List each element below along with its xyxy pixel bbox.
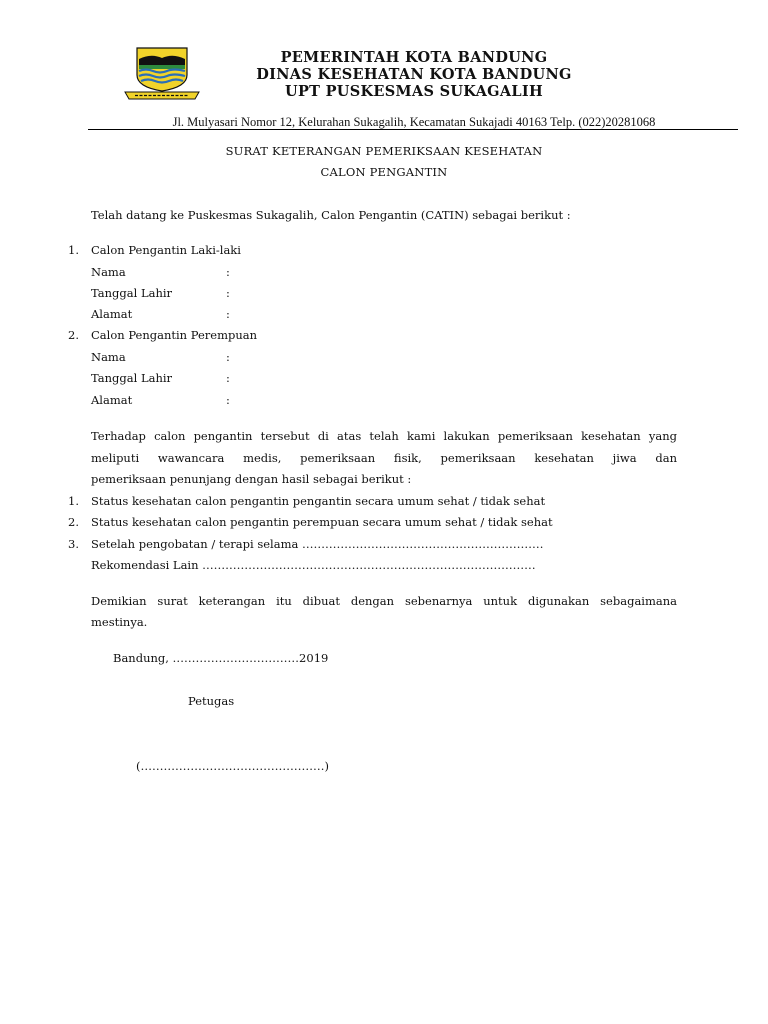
letterhead-line-3: UPT PUSKESMAS SUKAGALIH xyxy=(285,83,543,100)
letterhead-line-1: PEMERINTAH KOTA BANDUNG xyxy=(280,49,548,66)
field-label: Tanggal Lahir xyxy=(91,371,173,385)
section-number: 2. xyxy=(68,328,79,342)
place-date: Bandung, ……………………………2019 xyxy=(113,651,329,665)
closing-line: mestinya. xyxy=(91,615,148,629)
exam-paragraph-line: Terhadap calon pengantin tersebut di atas telah kami lakukan pemeriksaan kesehatan yang xyxy=(91,429,677,443)
result-item: Setelah pengobatan / terapi selama ……………………………………………………… xyxy=(91,537,544,551)
field-separator: : xyxy=(226,393,230,407)
field-separator: : xyxy=(226,307,230,321)
result-number: 2. xyxy=(68,515,79,529)
result-item: Status kesehatan calon pengantin perempuan secara umum sehat / tidak sehat xyxy=(91,515,553,529)
result-number: 1. xyxy=(68,494,79,508)
signature-name-blank: (…………………………………………) xyxy=(136,759,329,773)
section-heading-female: Calon Pengantin Perempuan xyxy=(91,328,258,342)
field-label: Alamat xyxy=(91,393,133,407)
letterhead-divider xyxy=(88,129,738,130)
letterhead-line-2: DINAS KESEHATAN KOTA BANDUNG xyxy=(256,66,572,83)
field-separator: : xyxy=(226,371,230,385)
field-label: Alamat xyxy=(91,307,133,321)
document-title: SURAT KETERANGAN PEMERIKSAAN KESEHATAN xyxy=(225,144,543,158)
field-label: Nama xyxy=(91,350,126,364)
section-heading-male: Calon Pengantin Laki-laki xyxy=(91,243,241,257)
letterhead-address: Jl. Mulyasari Nomor 12, Kelurahan Sukagalih, Kecamatan Sukajadi 40163 Telp. (022)20281068 xyxy=(172,115,656,129)
signatory-role: Petugas xyxy=(188,694,235,708)
intro-text: Telah datang ke Puskesmas Sukagalih, Calon Pengantin (CATIN) sebagai berikut : xyxy=(91,208,571,222)
section-number: 1. xyxy=(68,243,79,257)
document-subtitle: CALON PENGANTIN xyxy=(320,165,448,179)
field-separator: : xyxy=(226,286,230,300)
recommendation-line: Rekomendasi Lain …………………………………………………………………………… xyxy=(91,558,536,572)
field-label: Tanggal Lahir xyxy=(91,286,173,300)
exam-paragraph-line: meliputi wawancara medis, pemeriksaan fisik, pemeriksaan kesehatan jiwa dan xyxy=(91,451,677,465)
result-number: 3. xyxy=(68,537,79,551)
field-separator: : xyxy=(226,265,230,279)
result-item: Status kesehatan calon pengantin pengantin secara umum sehat / tidak sehat xyxy=(91,494,546,508)
exam-paragraph-line: pemeriksaan penunjang dengan hasil sebagai berikut : xyxy=(91,472,412,486)
field-label: Nama xyxy=(91,265,126,279)
closing-line: Demikian surat keterangan itu dibuat dengan sebenarnya untuk digunakan sebagaimana xyxy=(91,594,677,608)
field-separator: : xyxy=(226,350,230,364)
